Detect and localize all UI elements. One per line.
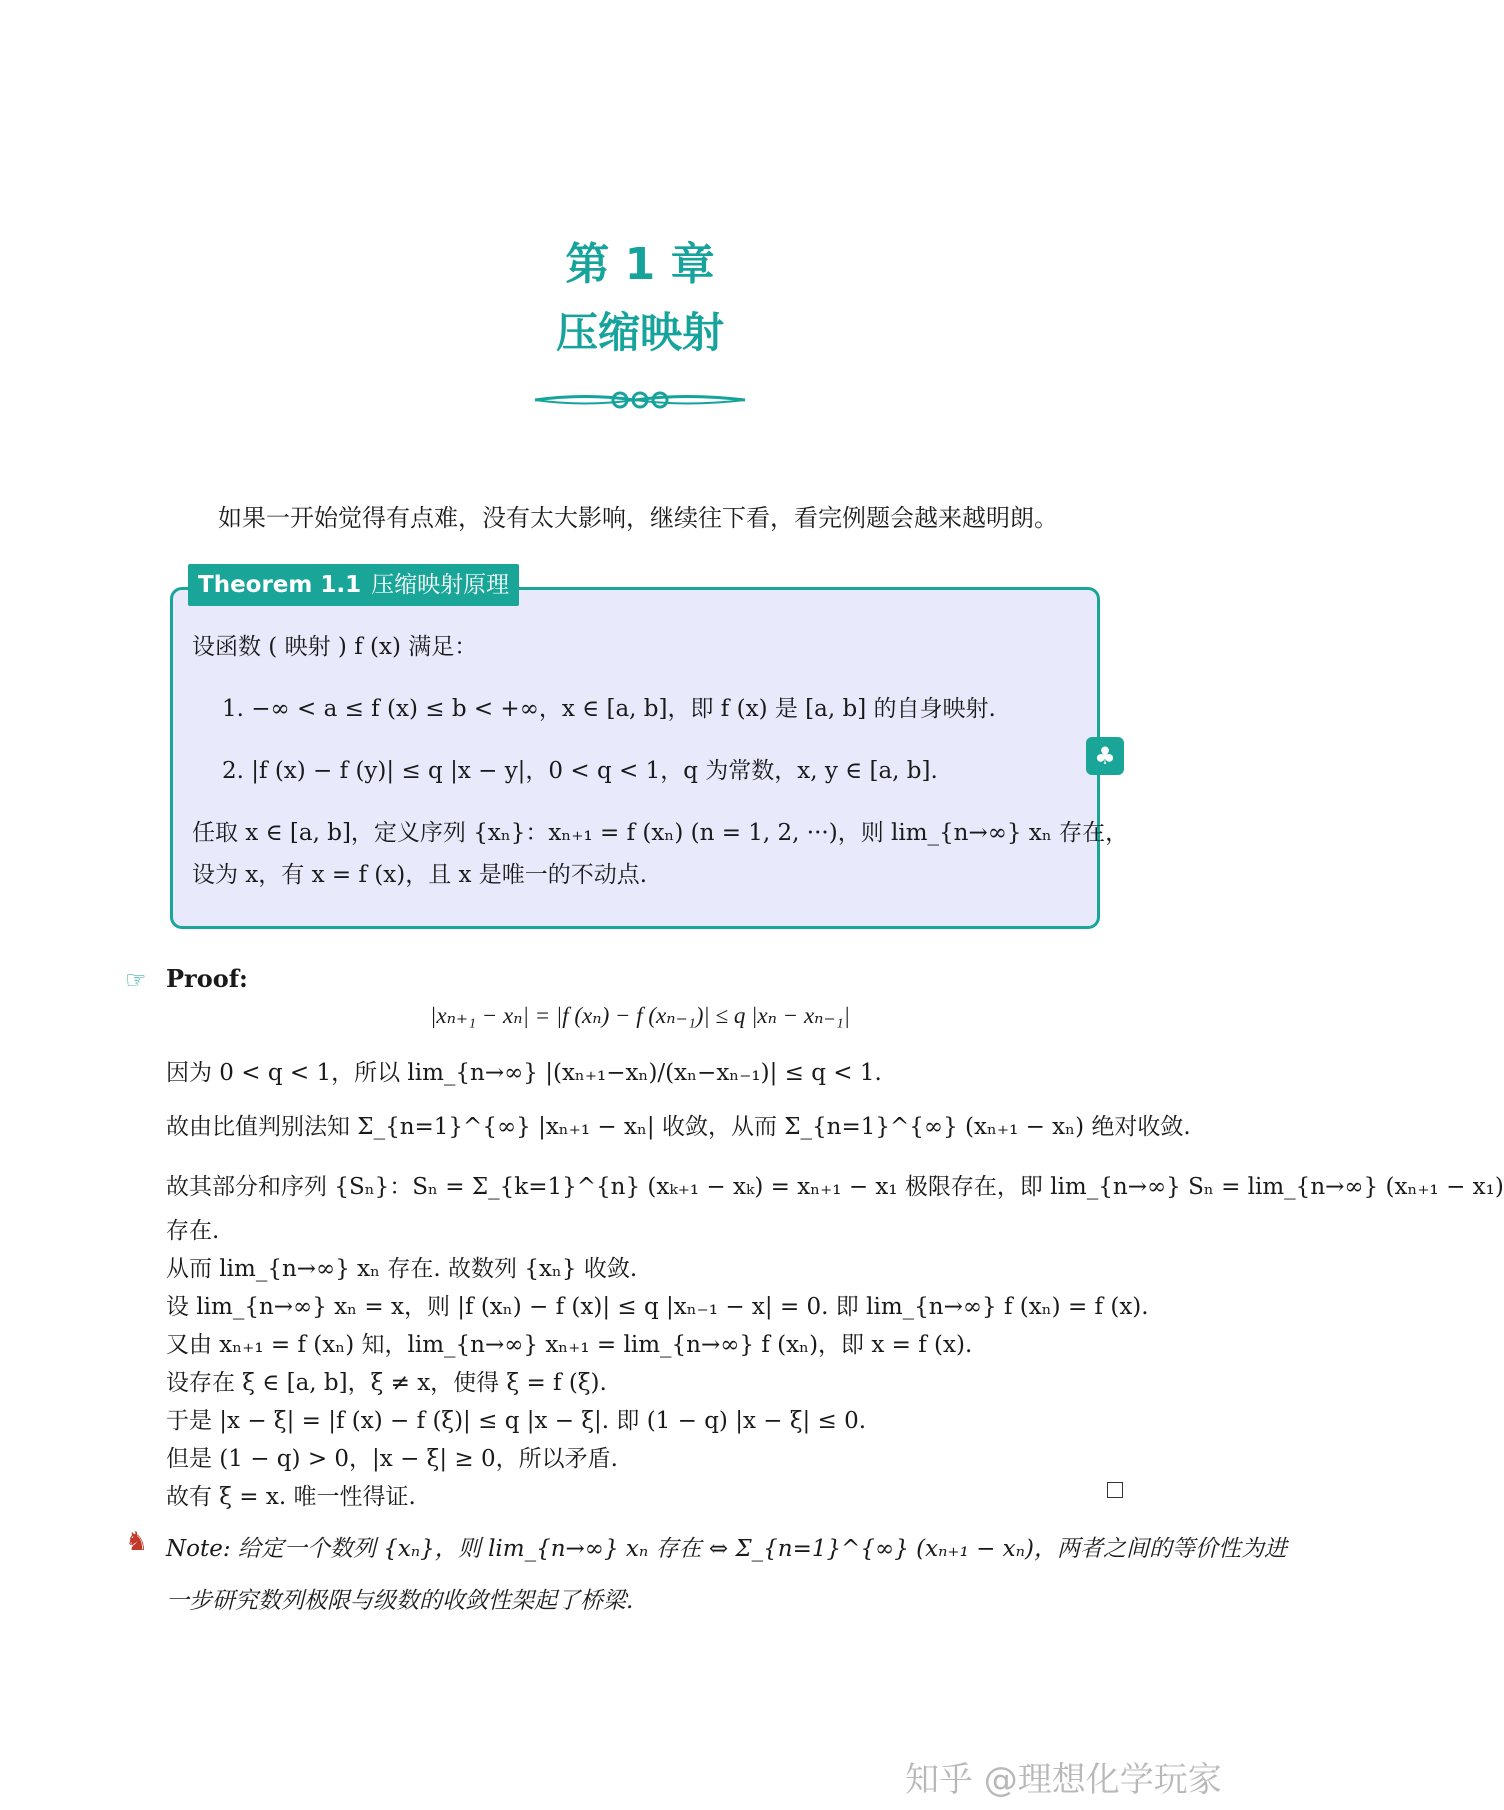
note-icon: ♞ <box>125 1527 149 1557</box>
intro-text: 如果一开始觉得有点难，没有太大影响，继续往下看，看完例题会越来越明朗。 <box>218 504 1058 532</box>
theorem-line-4: 任取 x ∈ [a, b]，定义序列 {xₙ}：xₙ₊₁ = f (xₙ) (n = 1, 2, ···)，则 lim_{n→∞} xₙ 存在， <box>192 820 1129 846</box>
chapter-number: 第 1 章 <box>565 239 715 290</box>
proof-line: 存在. <box>166 1218 220 1244</box>
watermark: 知乎 @理想化学玩家 <box>905 1760 1222 1800</box>
note-line-1: Note: 给定一个数列 {xₙ}，则 lim_{n→∞} xₙ 存在 ⇔ Σ_{n=1}^{∞} (xₙ₊₁ − xₙ)，两者之间的等价性为进 <box>166 1536 1287 1562</box>
theorem-line-5: 设为 x，有 x = f (x)，且 x 是唯一的不动点. <box>192 862 648 888</box>
theorem-line-1: 设函数 ( 映射 ) f (x) 满足： <box>192 634 478 660</box>
chapter-title: 压缩映射 <box>555 308 724 357</box>
theorem-condition-2: 2. |f (x) − f (y)| ≤ q |x − y|，0 < q < 1，q 为常数，x, y ∈ [a, b]. <box>222 758 938 784</box>
ornament-divider <box>535 385 745 415</box>
proof-equation: |xₙ₊₁ − xₙ| = |f (xₙ) − f (xₙ₋₁)| ≤ q |xₙ − xₙ₋₁| <box>430 1003 850 1028</box>
note-line-2: 一步研究数列极限与级数的收敛性架起了桥梁. <box>166 1588 634 1614</box>
proof-line: 故其部分和序列 {Sₙ}：Sₙ = Σ_{k=1}^{n} (xₖ₊₁ − xₖ) = xₙ₊₁ − x₁ 极限存在，即 lim_{n→∞} Sₙ = lim_{n→∞} (xₙ₊₁ − x₁) <box>166 1174 1504 1200</box>
theorem-name: 压缩映射原理 <box>371 572 510 598</box>
club-icon: ♣ <box>1086 737 1124 775</box>
qed-square-icon <box>1107 1482 1123 1498</box>
pointing-hand-icon: ☞ <box>125 966 147 994</box>
proof-line: 故有 ξ = x. 唯一性得证. <box>166 1484 416 1510</box>
proof-line: 设存在 ξ ∈ [a, b]，ξ ≠ x，使得 ξ = f (ξ). <box>166 1370 607 1396</box>
theorem-label <box>188 564 519 606</box>
theorem-number: Theorem 1.1 <box>198 572 362 598</box>
proof-line: 设 lim_{n→∞} xₙ = x，则 |f (xₙ) − f (x)| ≤ q |xₙ₋₁ − x| = 0. 即 lim_{n→∞} f (xₙ) = f (x). <box>166 1294 1149 1320</box>
theorem-condition-1: 1. −∞ < a ≤ f (x) ≤ b < +∞，x ∈ [a, b]，即 f (x) 是 [a, b] 的自身映射. <box>222 696 996 722</box>
proof-line: 从而 lim_{n→∞} xₙ 存在. 故数列 {xₙ} 收敛. <box>166 1256 638 1282</box>
proof-line: 又由 xₙ₊₁ = f (xₙ) 知，lim_{n→∞} xₙ₊₁ = lim_{n→∞} f (xₙ)，即 x = f (x). <box>166 1332 973 1358</box>
proof-line: 因为 0 < q < 1，所以 lim_{n→∞} |(xₙ₊₁−xₙ)/(xₙ−xₙ₋₁)| ≤ q < 1. <box>166 1060 882 1086</box>
proof-line: 于是 |x − ξ| = |f (x) − f (ξ)| ≤ q |x − ξ|. 即 (1 − q) |x − ξ| ≤ 0. <box>166 1408 867 1434</box>
proof-line: 故由比值判别法知 Σ_{n=1}^{∞} |xₙ₊₁ − xₙ| 收敛，从而 Σ_{n=1}^{∞} (xₙ₊₁ − xₙ) 绝对收敛. <box>166 1114 1191 1140</box>
proof-line: 但是 (1 − q) > 0，|x − ξ| ≥ 0，所以矛盾. <box>166 1446 618 1472</box>
proof-label: Proof: <box>166 964 248 993</box>
